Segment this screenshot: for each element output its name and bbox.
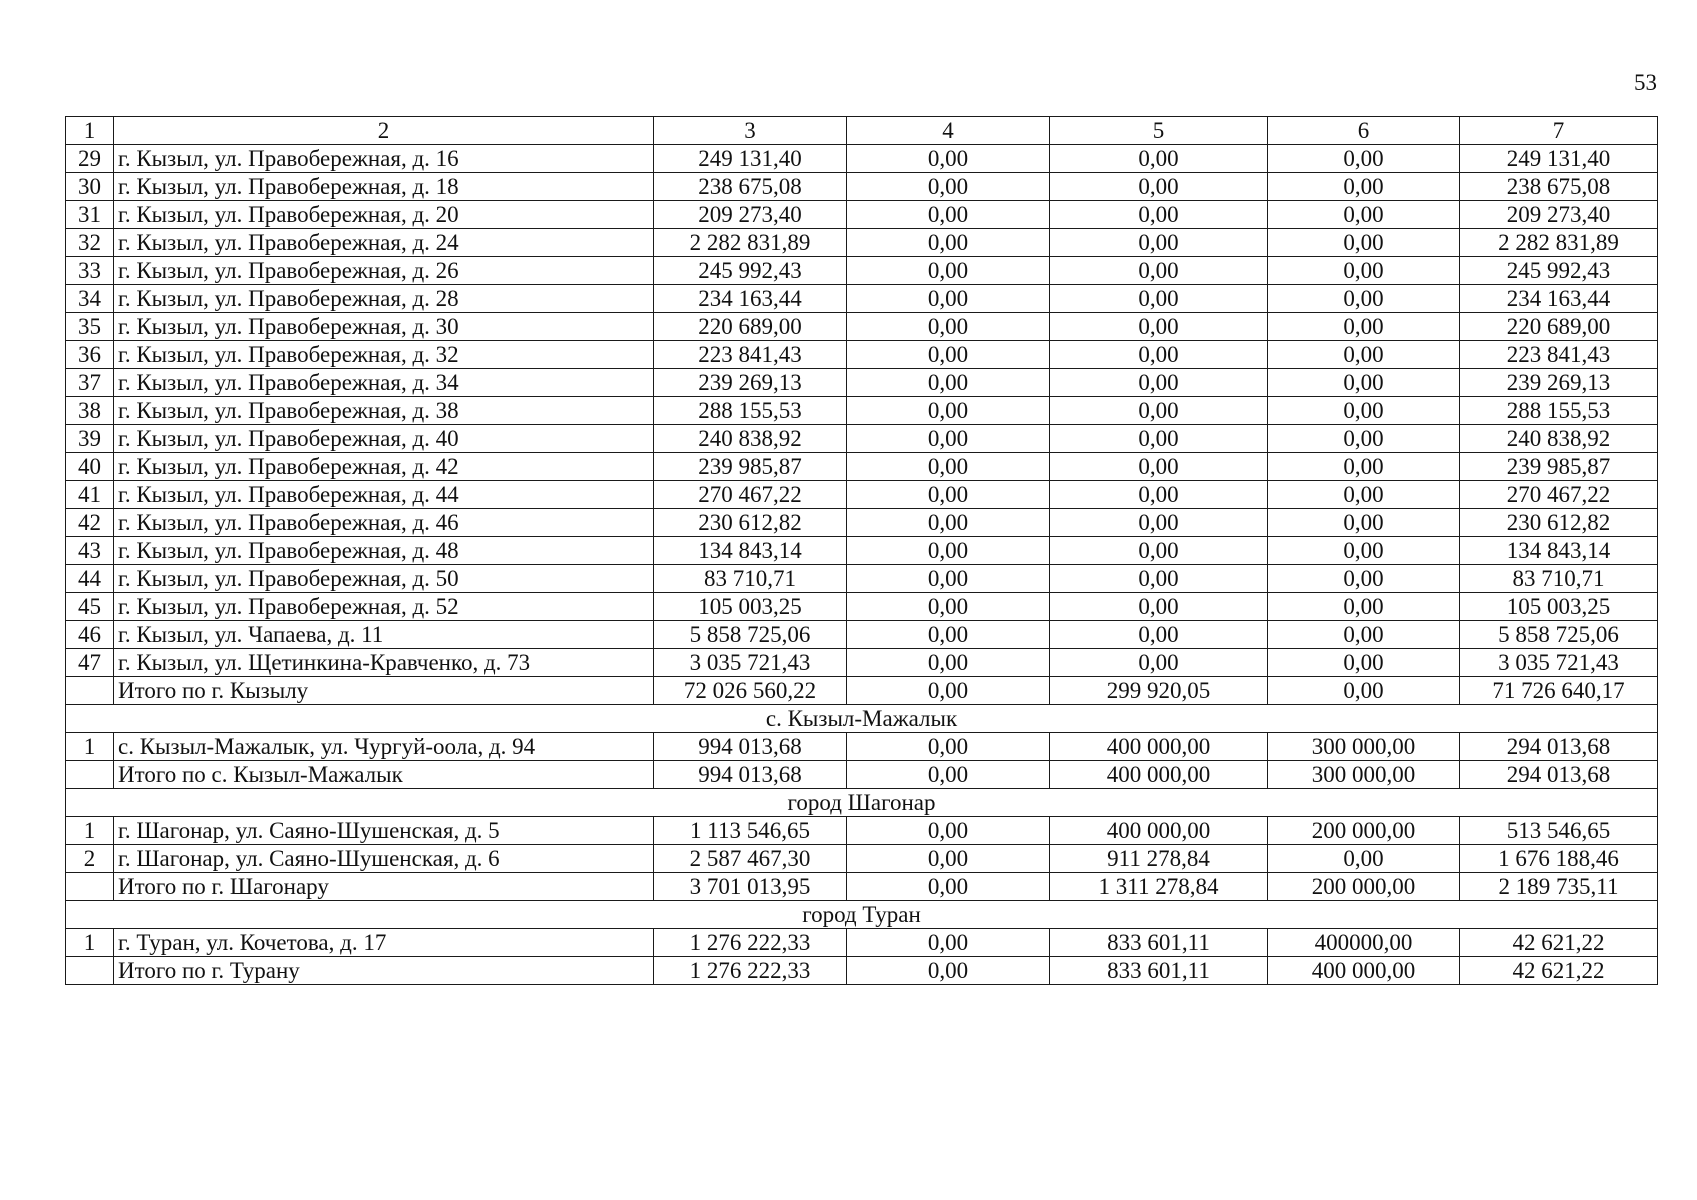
section-header-row [66, 901, 1658, 929]
col7-value-cell: 249 131,40 [1460, 145, 1658, 173]
row-number-cell [66, 873, 114, 901]
col5-value-cell: 0,00 [1050, 453, 1268, 481]
col5-value-cell: 0,00 [1050, 593, 1268, 621]
table-row [66, 481, 1658, 509]
col7-value-cell: 5 858 725,06 [1460, 621, 1658, 649]
row-number-cell: 35 [66, 313, 114, 341]
col4-value-cell: 0,00 [847, 929, 1050, 957]
address-cell: г. Кызыл, ул. Правобережная, д. 44 [114, 481, 654, 509]
row-number-cell: 39 [66, 425, 114, 453]
col4-value-cell: 0,00 [847, 453, 1050, 481]
col3-value-cell: 230 612,82 [654, 509, 847, 537]
col7-value-cell: 245 992,43 [1460, 257, 1658, 285]
col4-value-cell: 0,00 [847, 593, 1050, 621]
table-row [66, 397, 1658, 425]
col6-value-cell: 0,00 [1268, 145, 1460, 173]
col3-value-cell: 2 282 831,89 [654, 229, 847, 257]
address-cell: Итого по с. Кызыл-Мажалык [114, 761, 654, 789]
address-cell: г. Кызыл, ул. Правобережная, д. 18 [114, 173, 654, 201]
col7-value-cell: 42 621,22 [1460, 957, 1658, 985]
col6-value-cell: 400000,00 [1268, 929, 1460, 957]
address-cell: г. Кызыл, ул. Правобережная, д. 26 [114, 257, 654, 285]
section-header-row [66, 705, 1658, 733]
col6-value-cell: 0,00 [1268, 369, 1460, 397]
col3-value-cell: 994 013,68 [654, 761, 847, 789]
row-number-cell: 40 [66, 453, 114, 481]
col4-value-cell: 0,00 [847, 873, 1050, 901]
address-cell: г. Кызыл, ул. Щетинкина-Кравченко, д. 73 [114, 649, 654, 677]
section-title: город Шагонар [66, 789, 1658, 817]
col7-value-cell: 238 675,08 [1460, 173, 1658, 201]
col6-value-cell: 300 000,00 [1268, 733, 1460, 761]
row-number-cell: 38 [66, 397, 114, 425]
col3-value-cell: 239 269,13 [654, 369, 847, 397]
col6-value-cell: 0,00 [1268, 677, 1460, 705]
col6-value-cell: 0,00 [1268, 229, 1460, 257]
address-cell: г. Кызыл, ул. Правобережная, д. 20 [114, 201, 654, 229]
col3-value-cell: 134 843,14 [654, 537, 847, 565]
column-number-header: 1 [66, 117, 114, 145]
col3-value-cell: 1 113 546,65 [654, 817, 847, 845]
col3-value-cell: 223 841,43 [654, 341, 847, 369]
col5-value-cell: 400 000,00 [1050, 733, 1268, 761]
address-cell: г. Кызыл, ул. Правобережная, д. 46 [114, 509, 654, 537]
col7-value-cell: 294 013,68 [1460, 761, 1658, 789]
section-title: с. Кызыл-Мажалык [66, 705, 1658, 733]
total-row [66, 761, 1658, 789]
col6-value-cell: 300 000,00 [1268, 761, 1460, 789]
table-row [66, 453, 1658, 481]
col6-value-cell: 0,00 [1268, 481, 1460, 509]
row-number-cell: 34 [66, 285, 114, 313]
address-cell: г. Кызыл, ул. Правобережная, д. 50 [114, 565, 654, 593]
table-row [66, 341, 1658, 369]
col6-value-cell: 200 000,00 [1268, 817, 1460, 845]
col5-value-cell: 400 000,00 [1050, 817, 1268, 845]
col4-value-cell: 0,00 [847, 957, 1050, 985]
address-cell: Итого по г. Кызылу [114, 677, 654, 705]
col6-value-cell: 0,00 [1268, 509, 1460, 537]
col7-value-cell: 294 013,68 [1460, 733, 1658, 761]
address-cell: г. Кызыл, ул. Правобережная, д. 38 [114, 397, 654, 425]
table-body [66, 117, 1658, 985]
address-cell: г. Кызыл, ул. Правобережная, д. 52 [114, 593, 654, 621]
col4-value-cell: 0,00 [847, 397, 1050, 425]
col6-value-cell: 0,00 [1268, 173, 1460, 201]
col3-value-cell: 209 273,40 [654, 201, 847, 229]
col7-value-cell: 42 621,22 [1460, 929, 1658, 957]
row-number-cell: 1 [66, 817, 114, 845]
col6-value-cell: 0,00 [1268, 453, 1460, 481]
col5-value-cell: 833 601,11 [1050, 929, 1268, 957]
address-cell: г. Шагонар, ул. Саяно-Шушенская, д. 5 [114, 817, 654, 845]
col7-value-cell: 220 689,00 [1460, 313, 1658, 341]
row-number-cell: 45 [66, 593, 114, 621]
table-row [66, 733, 1658, 761]
row-number-cell [66, 957, 114, 985]
col3-value-cell: 72 026 560,22 [654, 677, 847, 705]
col5-value-cell: 911 278,84 [1050, 845, 1268, 873]
row-number-cell: 46 [66, 621, 114, 649]
col7-value-cell: 2 282 831,89 [1460, 229, 1658, 257]
col5-value-cell: 0,00 [1050, 621, 1268, 649]
col7-value-cell: 288 155,53 [1460, 397, 1658, 425]
col6-value-cell: 0,00 [1268, 845, 1460, 873]
table-row [66, 201, 1658, 229]
address-cell: г. Кызыл, ул. Правобережная, д. 28 [114, 285, 654, 313]
row-number-cell: 47 [66, 649, 114, 677]
col4-value-cell: 0,00 [847, 201, 1050, 229]
col6-value-cell: 0,00 [1268, 593, 1460, 621]
col4-value-cell: 0,00 [847, 537, 1050, 565]
row-number-cell: 30 [66, 173, 114, 201]
col4-value-cell: 0,00 [847, 481, 1050, 509]
row-number-cell [66, 761, 114, 789]
col4-value-cell: 0,00 [847, 285, 1050, 313]
col4-value-cell: 0,00 [847, 257, 1050, 285]
row-number-cell: 42 [66, 509, 114, 537]
row-number-cell: 41 [66, 481, 114, 509]
col4-value-cell: 0,00 [847, 509, 1050, 537]
row-number-cell: 1 [66, 733, 114, 761]
col7-value-cell: 71 726 640,17 [1460, 677, 1658, 705]
row-number-cell: 32 [66, 229, 114, 257]
address-cell: г. Кызыл, ул. Правобережная, д. 48 [114, 537, 654, 565]
col7-value-cell: 1 676 188,46 [1460, 845, 1658, 873]
table-row [66, 509, 1658, 537]
col5-value-cell: 1 311 278,84 [1050, 873, 1268, 901]
col4-value-cell: 0,00 [847, 621, 1050, 649]
table-row [66, 817, 1658, 845]
col4-value-cell: 0,00 [847, 173, 1050, 201]
column-number-header: 5 [1050, 117, 1268, 145]
col7-value-cell: 239 985,87 [1460, 453, 1658, 481]
row-number-cell: 2 [66, 845, 114, 873]
address-cell: г. Кызыл, ул. Правобережная, д. 30 [114, 313, 654, 341]
col6-value-cell: 0,00 [1268, 425, 1460, 453]
address-cell: с. Кызыл-Мажалык, ул. Чургуй-оола, д. 94 [114, 733, 654, 761]
col4-value-cell: 0,00 [847, 761, 1050, 789]
section-title: город Туран [66, 901, 1658, 929]
col5-value-cell: 0,00 [1050, 397, 1268, 425]
table-row [66, 145, 1658, 173]
col7-value-cell: 270 467,22 [1460, 481, 1658, 509]
col3-value-cell: 220 689,00 [654, 313, 847, 341]
column-number-header: 6 [1268, 117, 1460, 145]
table-row [66, 257, 1658, 285]
column-number-header: 3 [654, 117, 847, 145]
col3-value-cell: 3 035 721,43 [654, 649, 847, 677]
table-row [66, 537, 1658, 565]
col7-value-cell: 105 003,25 [1460, 593, 1658, 621]
row-number-cell: 1 [66, 929, 114, 957]
row-number-cell: 31 [66, 201, 114, 229]
col3-value-cell: 994 013,68 [654, 733, 847, 761]
col5-value-cell: 0,00 [1050, 369, 1268, 397]
col4-value-cell: 0,00 [847, 565, 1050, 593]
table-row [66, 173, 1658, 201]
column-number-header: 4 [847, 117, 1050, 145]
col7-value-cell: 234 163,44 [1460, 285, 1658, 313]
address-cell: г. Шагонар, ул. Саяно-Шушенская, д. 6 [114, 845, 654, 873]
column-number-header: 7 [1460, 117, 1658, 145]
row-number-cell: 33 [66, 257, 114, 285]
address-cell: г. Туран, ул. Кочетова, д. 17 [114, 929, 654, 957]
col4-value-cell: 0,00 [847, 845, 1050, 873]
table-row [66, 565, 1658, 593]
col7-value-cell: 134 843,14 [1460, 537, 1658, 565]
table-row [66, 593, 1658, 621]
data-table [65, 116, 1658, 985]
col4-value-cell: 0,00 [847, 817, 1050, 845]
section-header-row [66, 789, 1658, 817]
col3-value-cell: 234 163,44 [654, 285, 847, 313]
table-row [66, 369, 1658, 397]
row-number-cell: 43 [66, 537, 114, 565]
col3-value-cell: 238 675,08 [654, 173, 847, 201]
page-number: 53 [1634, 70, 1657, 95]
col6-value-cell: 0,00 [1268, 649, 1460, 677]
row-number-cell: 29 [66, 145, 114, 173]
table-row [66, 929, 1658, 957]
col5-value-cell: 0,00 [1050, 285, 1268, 313]
col6-value-cell: 0,00 [1268, 257, 1460, 285]
address-cell: г. Кызыл, ул. Чапаева, д. 11 [114, 621, 654, 649]
col5-value-cell: 0,00 [1050, 537, 1268, 565]
col5-value-cell: 0,00 [1050, 509, 1268, 537]
col7-value-cell: 230 612,82 [1460, 509, 1658, 537]
col4-value-cell: 0,00 [847, 313, 1050, 341]
header-row [66, 117, 1658, 145]
address-cell: г. Кызыл, ул. Правобережная, д. 40 [114, 425, 654, 453]
address-cell: г. Кызыл, ул. Правобережная, д. 34 [114, 369, 654, 397]
table-row [66, 621, 1658, 649]
col7-value-cell: 239 269,13 [1460, 369, 1658, 397]
col5-value-cell: 0,00 [1050, 257, 1268, 285]
col5-value-cell: 0,00 [1050, 341, 1268, 369]
col6-value-cell: 0,00 [1268, 397, 1460, 425]
col6-value-cell: 200 000,00 [1268, 873, 1460, 901]
total-row [66, 957, 1658, 985]
col5-value-cell: 0,00 [1050, 201, 1268, 229]
address-cell: г. Кызыл, ул. Правобережная, д. 24 [114, 229, 654, 257]
col4-value-cell: 0,00 [847, 341, 1050, 369]
row-number-cell: 37 [66, 369, 114, 397]
col5-value-cell: 400 000,00 [1050, 761, 1268, 789]
col3-value-cell: 1 276 222,33 [654, 929, 847, 957]
address-cell: Итого по г. Турану [114, 957, 654, 985]
col5-value-cell: 0,00 [1050, 481, 1268, 509]
address-cell: г. Кызыл, ул. Правобережная, д. 32 [114, 341, 654, 369]
col5-value-cell: 0,00 [1050, 173, 1268, 201]
col6-value-cell: 0,00 [1268, 537, 1460, 565]
col6-value-cell: 400 000,00 [1268, 957, 1460, 985]
col7-value-cell: 2 189 735,11 [1460, 873, 1658, 901]
col4-value-cell: 0,00 [847, 677, 1050, 705]
col6-value-cell: 0,00 [1268, 285, 1460, 313]
col3-value-cell: 245 992,43 [654, 257, 847, 285]
col5-value-cell: 0,00 [1050, 145, 1268, 173]
col4-value-cell: 0,00 [847, 733, 1050, 761]
col6-value-cell: 0,00 [1268, 313, 1460, 341]
col4-value-cell: 0,00 [847, 229, 1050, 257]
col6-value-cell: 0,00 [1268, 201, 1460, 229]
col5-value-cell: 299 920,05 [1050, 677, 1268, 705]
col5-value-cell: 0,00 [1050, 649, 1268, 677]
col7-value-cell: 513 546,65 [1460, 817, 1658, 845]
total-row [66, 677, 1658, 705]
col5-value-cell: 0,00 [1050, 425, 1268, 453]
col7-value-cell: 240 838,92 [1460, 425, 1658, 453]
col3-value-cell: 3 701 013,95 [654, 873, 847, 901]
col5-value-cell: 0,00 [1050, 229, 1268, 257]
col4-value-cell: 0,00 [847, 649, 1050, 677]
col5-value-cell: 833 601,11 [1050, 957, 1268, 985]
col3-value-cell: 240 838,92 [654, 425, 847, 453]
table-row [66, 229, 1658, 257]
address-cell: г. Кызыл, ул. Правобережная, д. 16 [114, 145, 654, 173]
row-number-cell: 44 [66, 565, 114, 593]
row-number-cell: 36 [66, 341, 114, 369]
col4-value-cell: 0,00 [847, 145, 1050, 173]
col3-value-cell: 2 587 467,30 [654, 845, 847, 873]
col6-value-cell: 0,00 [1268, 341, 1460, 369]
col3-value-cell: 270 467,22 [654, 481, 847, 509]
col6-value-cell: 0,00 [1268, 565, 1460, 593]
col5-value-cell: 0,00 [1050, 313, 1268, 341]
column-number-header: 2 [114, 117, 654, 145]
col7-value-cell: 3 035 721,43 [1460, 649, 1658, 677]
col3-value-cell: 5 858 725,06 [654, 621, 847, 649]
col7-value-cell: 83 710,71 [1460, 565, 1658, 593]
table-row [66, 845, 1658, 873]
col3-value-cell: 1 276 222,33 [654, 957, 847, 985]
table-row [66, 425, 1658, 453]
col3-value-cell: 105 003,25 [654, 593, 847, 621]
row-number-cell [66, 677, 114, 705]
table-row [66, 285, 1658, 313]
col5-value-cell: 0,00 [1050, 565, 1268, 593]
col7-value-cell: 223 841,43 [1460, 341, 1658, 369]
col3-value-cell: 239 985,87 [654, 453, 847, 481]
col6-value-cell: 0,00 [1268, 621, 1460, 649]
total-row [66, 873, 1658, 901]
address-cell: Итого по г. Шагонару [114, 873, 654, 901]
col4-value-cell: 0,00 [847, 369, 1050, 397]
table-row [66, 313, 1658, 341]
col3-value-cell: 288 155,53 [654, 397, 847, 425]
col3-value-cell: 249 131,40 [654, 145, 847, 173]
col4-value-cell: 0,00 [847, 425, 1050, 453]
table-row [66, 649, 1658, 677]
address-cell: г. Кызыл, ул. Правобережная, д. 42 [114, 453, 654, 481]
col7-value-cell: 209 273,40 [1460, 201, 1658, 229]
col3-value-cell: 83 710,71 [654, 565, 847, 593]
